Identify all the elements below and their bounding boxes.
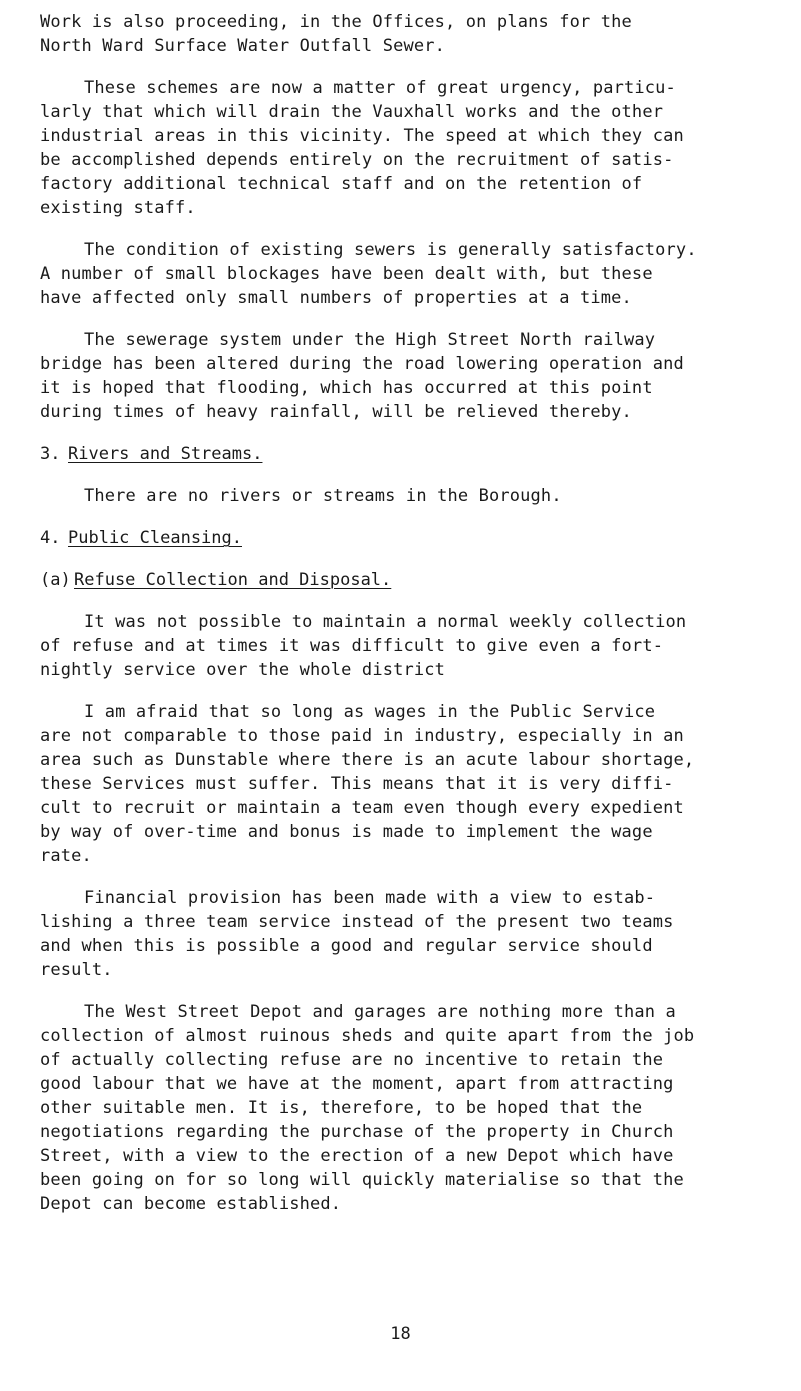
section-4a-heading [40, 568, 776, 592]
section-3-number: 3. [40, 444, 61, 464]
section-4a-number: (a) [40, 570, 71, 590]
section-4-heading [40, 526, 776, 550]
document-page [40, 10, 776, 1234]
wages-paragraph: I am afraid that so long as wages in the Public Service are not comparable to those paid in industry, especially in an area such as Dunstable where there is an acute labour shortage, these Services must suffer. This means that it is very diffi- cult to recruit or maintain a team even though every expedient by way of over-time and bonus is made to implement the wage rate. [40, 702, 695, 866]
section-4a-title: Refuse Collection and Disposal. [74, 570, 392, 590]
section-3-title: Rivers and Streams. [68, 444, 263, 464]
section-4-number: 4. [40, 528, 61, 548]
page-number: 18 [390, 1324, 411, 1344]
rivers-paragraph: There are no rivers or streams in the Borough. [84, 486, 562, 506]
intro-paragraph: Work is also proceeding, in the Offices, on plans for the North Ward Surface Water Outfall Sewer. [40, 12, 632, 56]
financial-provision-paragraph: Financial provision has been made with a view to estab- lishing a three team service instead of the present two teams and when this is possible a good and regular service should result. [40, 888, 674, 980]
urgency-paragraph: These schemes are now a matter of great urgency, particu- larly that which will drain the Vauxhall works and the other industrial areas in this vicinity. The speed at which they can be accomplished depends entirely on the recruitment of satis- factory additional technical staff and on the retention of existing staff. [40, 78, 684, 218]
weekly-collection-paragraph: It was not possible to maintain a normal weekly collection of refuse and at times it was difficult to give even a fort- nightly service over the whole district [40, 612, 687, 680]
sewer-condition-paragraph: The condition of existing sewers is generally satisfactory. A number of small blockages have been dealt with, but these have affected only small numbers of properties at a time. [40, 240, 697, 308]
depot-paragraph: The West Street Depot and garages are nothing more than a collection of almost ruinous sheds and quite apart from the job of actually collecting refuse are no incentive to retain the good labour that we have at the moment, apart from attracting other suitable men. It is, therefore, to be hoped that the negotiations regarding the purchase of the property in Church Street, with a view to the erection of a new Depot which have been going on for so long will quickly materialise so that the Depot can become established. [40, 1002, 695, 1214]
section-3-heading [40, 442, 776, 466]
section-4-title: Public Cleansing. [68, 528, 242, 548]
railway-bridge-paragraph: The sewerage system under the High Street North railway bridge has been altered during the road lowering operation and it is hoped that flooding, which has occurred at this point during times of heavy rainfall, will be relieved thereby. [40, 330, 684, 422]
